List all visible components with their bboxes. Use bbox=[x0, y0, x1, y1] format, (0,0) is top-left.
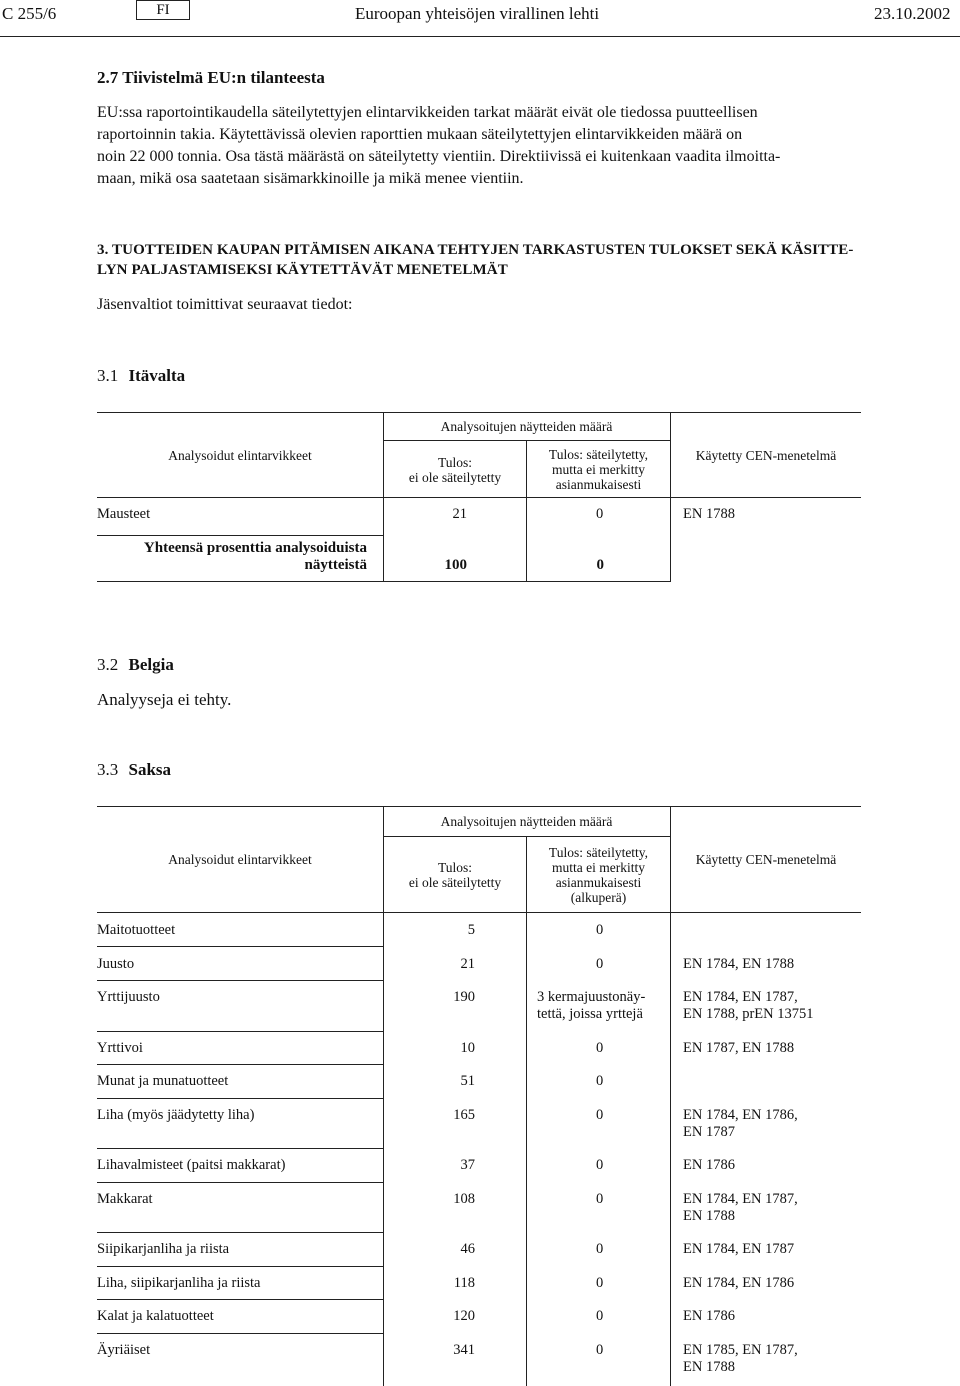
total-label bbox=[97, 540, 367, 574]
table-cell-irradiated: 0 bbox=[596, 1342, 604, 1358]
table-cell-irradiated: tettä, joissa yrttejä bbox=[537, 1006, 643, 1022]
table-cell-irradiated: 0 bbox=[596, 506, 604, 522]
table-cell-method: EN 1785, EN 1787, bbox=[683, 1342, 798, 1358]
row-divider bbox=[97, 1299, 383, 1300]
header-line: Tulos: säteilytetty, bbox=[548, 447, 649, 462]
section-title: Belgia bbox=[128, 655, 174, 674]
header-line: Tulos: bbox=[437, 455, 473, 470]
row-divider bbox=[97, 1182, 383, 1183]
table-cell-food: Makkarat bbox=[97, 1191, 153, 1207]
header-line: mutta ei merkitty bbox=[552, 462, 645, 477]
paragraph-line: EU:ssa raportointikaudella säteilytettyjen elintarvikkeiden tarkat määrät eivät ole tiedossa puutteellisen bbox=[97, 104, 758, 121]
section-3-title-line1: 3. TUOTTEIDEN KAUPAN PITÄMISEN AIKANA TEHTYJEN TARKASTUSTEN TULOKSET SEKÄ KÄSITTE- bbox=[97, 242, 854, 258]
section-title: Itävalta bbox=[128, 366, 186, 385]
header-rule bbox=[0, 36, 960, 37]
table-cell-not-irradiated: 51 bbox=[460, 1073, 475, 1089]
table-cell-food: Äyriäiset bbox=[97, 1342, 151, 1358]
section-title: Saksa bbox=[128, 760, 172, 779]
table-cell-not-irradiated: 21 bbox=[452, 506, 467, 522]
column-header-not-irradiated bbox=[384, 860, 526, 890]
section-number: 3.1 bbox=[97, 366, 119, 385]
row-divider bbox=[97, 946, 383, 947]
row-divider bbox=[97, 1232, 383, 1233]
section-3-title-line2: LYN PALJASTAMISEKSI KÄYTETTÄVÄT MENETELMÄT bbox=[97, 262, 508, 278]
row-divider bbox=[97, 1031, 383, 1032]
column-header-method: Käytetty CEN-menetelmä bbox=[695, 852, 837, 867]
column-header-irradiated-unlabelled bbox=[527, 845, 670, 905]
header-line: Tulos: bbox=[437, 860, 473, 875]
column-header-not-irradiated bbox=[384, 455, 526, 485]
table-cell-not-irradiated: 165 bbox=[453, 1107, 475, 1123]
table-cell-irradiated: 3 kermajuustonäy- bbox=[537, 989, 646, 1005]
table-cell-irradiated: 0 bbox=[596, 1191, 604, 1207]
table-cell-food: Mausteet bbox=[97, 506, 151, 522]
column-group-header: Analysoitujen näytteiden määrä bbox=[440, 419, 613, 434]
table-cell-not-irradiated: 120 bbox=[453, 1308, 475, 1324]
paragraph-line: maan, mikä osa saatetaan sisämarkkinoille ja mikä menee vientiin. bbox=[97, 170, 524, 187]
publication-date: 23.10.2002 bbox=[874, 4, 951, 23]
table-cell-method: EN 1784, EN 1786 bbox=[683, 1275, 795, 1291]
row-divider bbox=[97, 1064, 383, 1065]
table-cell-method: EN 1788 bbox=[683, 1359, 735, 1375]
total-irradiated: 0 bbox=[596, 557, 604, 573]
table-cell-method: EN 1784, EN 1787 bbox=[683, 1241, 795, 1257]
table-cell-method: EN 1787, EN 1788 bbox=[683, 1040, 795, 1056]
page-reference: C 255/6 bbox=[2, 4, 57, 23]
table-rule bbox=[526, 837, 527, 1386]
table-cell-not-irradiated: 46 bbox=[460, 1241, 475, 1257]
table-cell-not-irradiated: 118 bbox=[453, 1275, 475, 1291]
table-cell-method: EN 1787 bbox=[683, 1124, 735, 1140]
table-cell-food: Liha, siipikarjanliha ja riista bbox=[97, 1275, 261, 1291]
table-cell-method: EN 1784, EN 1788 bbox=[683, 956, 795, 972]
header-line: asianmukaisesti bbox=[555, 875, 642, 890]
table-cell-food: Maitotuotteet bbox=[97, 922, 176, 938]
total-not-irradiated: 100 bbox=[444, 557, 467, 573]
table-cell-not-irradiated: 190 bbox=[453, 989, 475, 1005]
header-line: Tulos: säteilytetty, bbox=[548, 845, 649, 860]
table-cell-method: EN 1784, EN 1787, bbox=[683, 989, 798, 1005]
paragraph-line: noin 22 000 tonnia. Osa tästä määrästä on säteilytetty vientiin. Direktiivissä ei kuitenkaan vaadita ilmoitta- bbox=[97, 148, 781, 165]
table-cell-not-irradiated: 108 bbox=[453, 1191, 475, 1207]
table-cell-irradiated: 0 bbox=[596, 922, 604, 938]
table-rule bbox=[97, 497, 861, 498]
table-cell-not-irradiated: 37 bbox=[460, 1157, 475, 1173]
paragraph-line: raportoinnin takia. Käytettävissä olevien raporttien mukaan säteilytettyjen elintarvikkeiden määrä on bbox=[97, 126, 743, 143]
table-rule bbox=[97, 581, 670, 582]
column-header-food: Analysoidut elintarvikkeet bbox=[168, 852, 312, 867]
row-divider bbox=[97, 1333, 383, 1334]
table-rule bbox=[670, 412, 671, 582]
table-rule bbox=[97, 912, 861, 913]
section-3-2-text: Analyyseja ei tehty. bbox=[97, 690, 232, 709]
header-line: ei ole säteilytetty bbox=[408, 875, 502, 890]
table-cell-irradiated: 0 bbox=[596, 1107, 604, 1123]
table-cell-food: Munat ja munatuotteet bbox=[97, 1073, 229, 1089]
table-cell-food: Siipikarjanliha ja riista bbox=[97, 1241, 230, 1257]
column-header-method: Käytetty CEN-menetelmä bbox=[695, 448, 837, 463]
table-cell-irradiated: 0 bbox=[596, 1308, 604, 1324]
column-header-food: Analysoidut elintarvikkeet bbox=[168, 448, 312, 463]
header-line: mutta ei merkitty bbox=[552, 860, 645, 875]
row-divider bbox=[97, 1098, 383, 1099]
table-cell-not-irradiated: 10 bbox=[460, 1040, 475, 1056]
table-cell-not-irradiated: 21 bbox=[460, 956, 475, 972]
row-divider bbox=[97, 1266, 383, 1267]
section-number: 3.3 bbox=[97, 760, 119, 779]
table-cell-irradiated: 0 bbox=[596, 1040, 604, 1056]
table-cell-method: EN 1784, EN 1787, bbox=[683, 1191, 798, 1207]
section-number: 3.2 bbox=[97, 655, 119, 674]
table-cell-food: Juusto bbox=[97, 956, 135, 972]
table-cell-food: Yrttivoi bbox=[97, 1040, 143, 1056]
section-3-1-heading bbox=[97, 366, 185, 386]
table-cell-method: EN 1788, prEN 13751 bbox=[683, 1006, 814, 1022]
table-cell-irradiated: 0 bbox=[596, 1157, 604, 1173]
table-cell-method: EN 1786 bbox=[683, 1308, 735, 1324]
table-cell-irradiated: 0 bbox=[596, 1241, 604, 1257]
table-cell-irradiated: 0 bbox=[596, 1073, 604, 1089]
table-cell-method: EN 1788 bbox=[683, 506, 735, 522]
table-cell-method: EN 1786 bbox=[683, 1157, 735, 1173]
row-divider bbox=[97, 1148, 383, 1149]
section-2-7-title: 2.7 Tiivistelmä EU:n tilanteesta bbox=[97, 68, 325, 87]
table-rule bbox=[97, 806, 861, 807]
table-cell-food: Liha (myös jäädytetty liha) bbox=[97, 1107, 255, 1123]
table-rule bbox=[670, 806, 671, 1386]
table-cell-not-irradiated: 341 bbox=[453, 1342, 475, 1358]
table-rule bbox=[383, 806, 384, 1386]
journal-title: Euroopan yhteisöjen virallinen lehti bbox=[355, 4, 600, 23]
table-cell-method: EN 1788 bbox=[683, 1208, 735, 1224]
total-label-line: näytteistä bbox=[304, 557, 367, 573]
table-cell-food: Yrttijuusto bbox=[97, 989, 160, 1005]
table-rule bbox=[97, 535, 383, 536]
table-cell-method: EN 1784, EN 1786, bbox=[683, 1107, 798, 1123]
table-cell-not-irradiated: 5 bbox=[467, 922, 475, 938]
column-header-irradiated-unlabelled bbox=[527, 447, 670, 492]
table-cell-food: Kalat ja kalatuotteet bbox=[97, 1308, 214, 1324]
section-3-intro: Jäsenvaltiot toimittivat seuraavat tiedot: bbox=[97, 296, 353, 313]
header-line: (alkuperä) bbox=[570, 890, 627, 905]
total-label-line: Yhteensä prosenttia analysoiduista bbox=[143, 540, 367, 556]
column-group-header: Analysoitujen näytteiden määrä bbox=[440, 814, 613, 829]
row-divider bbox=[97, 980, 383, 981]
table-cell-irradiated: 0 bbox=[596, 956, 604, 972]
section-3-2-heading bbox=[97, 655, 174, 675]
table-cell-food: Lihavalmisteet (paitsi makkarat) bbox=[97, 1157, 286, 1173]
section-3-3-heading bbox=[97, 760, 171, 780]
table-cell-irradiated: 0 bbox=[596, 1275, 604, 1291]
language-code-box: FI bbox=[136, 0, 190, 20]
table-rule bbox=[97, 412, 861, 413]
header-line: asianmukaisesti bbox=[555, 477, 642, 492]
header-line: ei ole säteilytetty bbox=[408, 470, 502, 485]
